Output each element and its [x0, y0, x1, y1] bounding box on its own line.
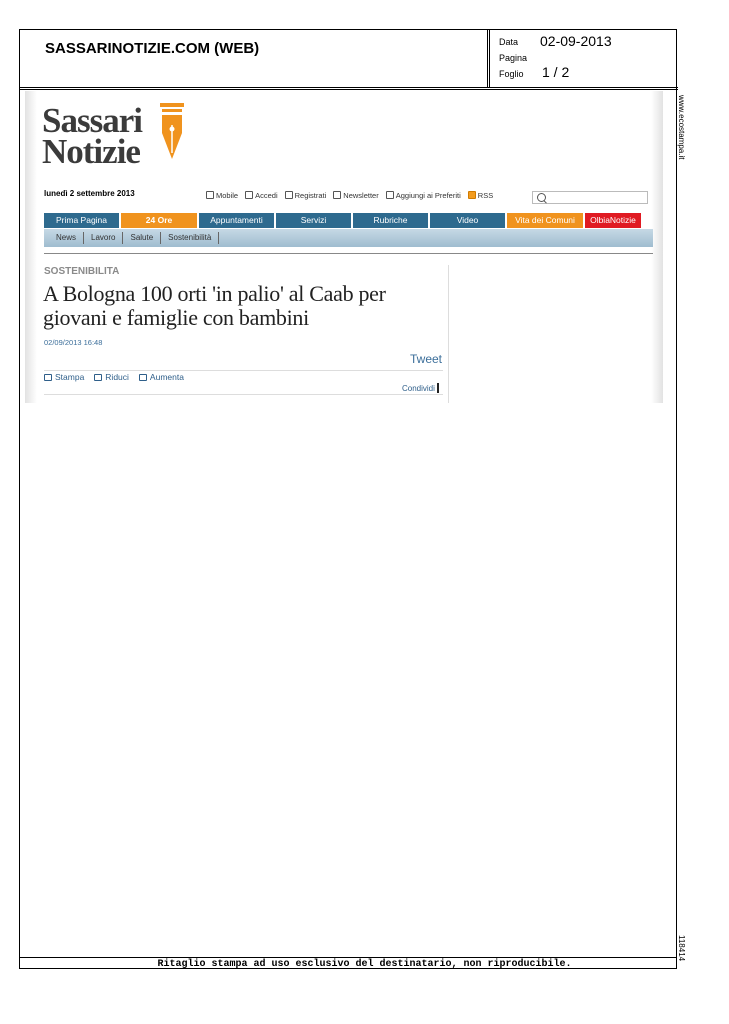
nav-vita-dei-comuni[interactable]: Vita dei Comuni	[507, 213, 583, 228]
foglio-value: 1 / 2	[542, 64, 570, 80]
toplink-label: Newsletter	[343, 190, 379, 200]
nav-appuntamenti[interactable]: Appuntamenti	[199, 213, 274, 228]
toplink-accedi[interactable]	[245, 189, 278, 201]
article-tools	[44, 372, 184, 382]
toplink-label: Aggiungi ai Preferiti	[395, 190, 461, 200]
toplink-preferiti[interactable]	[386, 189, 461, 201]
search-input[interactable]	[532, 191, 648, 204]
data-value: 02-09-2013	[540, 33, 612, 49]
font-increase-icon	[139, 374, 147, 381]
tweet-button[interactable]: Tweet	[410, 352, 443, 366]
mobile-icon	[206, 191, 214, 199]
search-icon[interactable]	[537, 193, 546, 202]
subnav-lavoro[interactable]: Lavoro	[84, 232, 123, 244]
sub-nav	[44, 229, 653, 247]
current-date: lunedì 2 settembre 2013	[44, 189, 135, 198]
bookmark-icon	[386, 191, 394, 199]
nav-video[interactable]: Video	[430, 213, 505, 228]
nav-servizi[interactable]: Servizi	[276, 213, 351, 228]
source-name: SASSARINOTIZIE.COM (WEB)	[45, 40, 260, 57]
footer-notice: Ritaglio stampa ad uso esclusivo del destinatario, non riproducibile.	[157, 959, 572, 970]
main-nav	[44, 213, 653, 228]
printer-icon	[44, 374, 52, 381]
tool-label: Stampa	[55, 372, 85, 382]
toplink-label: Registrati	[294, 190, 327, 200]
toplink-label: Accedi	[255, 190, 278, 200]
header-divider-2	[20, 89, 678, 90]
top-links	[206, 189, 493, 201]
toplink-rss[interactable]	[468, 189, 493, 201]
reduce-text-button[interactable]	[94, 372, 129, 382]
subnav-divider	[44, 253, 653, 254]
side-url-text: www.ecostampa.it	[677, 95, 686, 160]
toplink-mobile[interactable]	[206, 189, 238, 201]
side-url	[676, 95, 688, 175]
toplink-registrati[interactable]	[285, 189, 327, 201]
font-decrease-icon	[94, 374, 102, 381]
logo-line-2: Notizie	[42, 132, 140, 171]
tool-label: Riduci	[105, 372, 129, 382]
tools-divider-bottom	[44, 394, 443, 395]
nav-olbia-notizie[interactable]: OlbiaNotizie	[585, 213, 641, 228]
article-title: A Bologna 100 orti 'in palio' al Caab per giovani e famiglie con bambini	[43, 281, 386, 330]
article-date: 02/09/2013 16:48	[44, 338, 103, 347]
register-icon	[285, 191, 293, 199]
newsletter-icon	[333, 191, 341, 199]
share-button[interactable]: Condividi	[402, 384, 435, 393]
toplink-label: RSS	[477, 190, 494, 200]
data-label: Data	[499, 37, 519, 47]
pagina-label: Pagina	[499, 53, 528, 63]
meta-box	[489, 30, 679, 88]
print-button[interactable]	[44, 372, 84, 382]
article-section[interactable]: SOSTENIBILITA	[44, 266, 120, 277]
subnav-salute[interactable]: Salute	[123, 232, 161, 244]
footer-divider	[19, 957, 677, 958]
subnav-sostenibilita[interactable]: Sostenibilità	[161, 232, 219, 244]
rss-icon	[468, 191, 476, 199]
increase-text-button[interactable]	[139, 372, 184, 382]
subnav-news[interactable]: News	[49, 232, 84, 244]
nav-24-ore[interactable]: 24 Ore	[121, 213, 197, 228]
toplink-label: Mobile	[216, 190, 239, 200]
logo-line-1: Sassari	[42, 101, 142, 140]
source-box	[20, 30, 488, 88]
login-icon	[245, 191, 253, 199]
toplink-newsletter[interactable]	[333, 189, 378, 201]
web-shadow-right	[651, 91, 663, 403]
share-separator	[437, 383, 439, 393]
column-divider	[448, 265, 449, 403]
pen-nib-icon	[158, 103, 186, 163]
tool-label: Aumenta	[149, 372, 184, 382]
nav-rubriche[interactable]: Rubriche	[353, 213, 428, 228]
tools-divider-top	[44, 370, 443, 371]
web-shadow-left	[25, 91, 37, 403]
header-divider	[20, 87, 678, 88]
foglio-label: Foglio	[499, 69, 524, 79]
side-code-text: 118414	[677, 935, 686, 962]
nav-prima-pagina[interactable]: Prima Pagina	[44, 213, 119, 228]
